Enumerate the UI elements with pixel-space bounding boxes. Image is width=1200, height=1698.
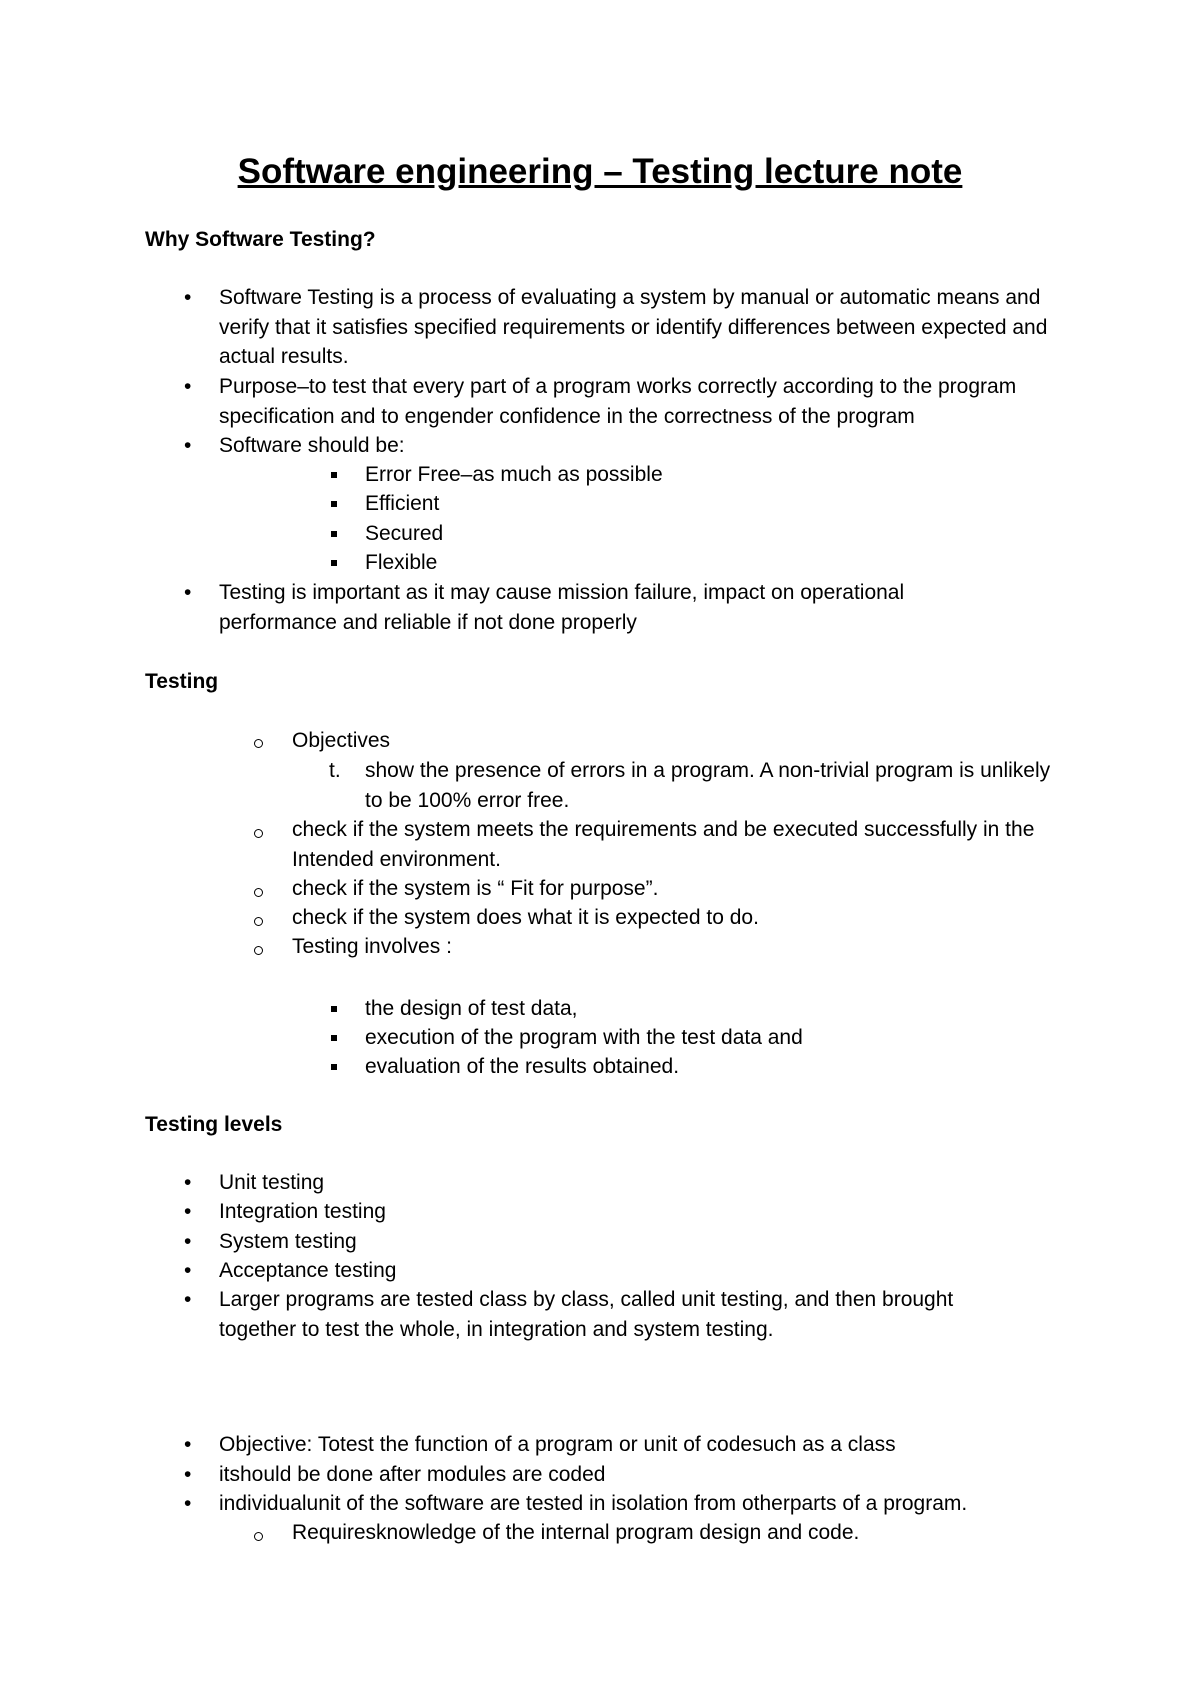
square-bullet-icon bbox=[331, 531, 337, 537]
list-item: Purpose–to test that every part of a program works correctly according to the program specification and to engender confidence in the correctness of the program bbox=[219, 375, 1017, 428]
list-item: Objective: Totest the function of a program or unit of codesuch as a class bbox=[219, 1433, 896, 1456]
circle-bullet-icon bbox=[254, 739, 263, 748]
list-item: System testing bbox=[219, 1230, 357, 1253]
bullet-dot: • bbox=[184, 1259, 192, 1282]
list-item: evaluation of the results obtained. bbox=[365, 1055, 680, 1078]
bullet-dot: • bbox=[184, 1433, 192, 1456]
bullet-dot: • bbox=[184, 375, 192, 398]
bullet-dot: • bbox=[184, 434, 192, 457]
square-bullet-icon bbox=[331, 501, 337, 507]
list-item: Larger programs are tested class by class, called unit testing, and then brought together to test the whole, in integration and system testing. bbox=[219, 1288, 954, 1341]
list-item: check if the system does what it is expected to do. bbox=[292, 906, 759, 929]
list-item: Acceptance testing bbox=[219, 1259, 397, 1282]
square-bullet-icon bbox=[331, 1035, 337, 1041]
bullet-dot: • bbox=[184, 286, 192, 309]
list-item: individualunit of the software are tested in isolation from otherparts of a program. bbox=[219, 1492, 968, 1515]
list-item: Software should be: bbox=[219, 434, 405, 457]
square-bullet-icon bbox=[331, 1064, 337, 1070]
list-marker: t. bbox=[329, 759, 341, 782]
circle-bullet-icon bbox=[254, 1532, 263, 1541]
circle-bullet-icon bbox=[254, 888, 263, 897]
circle-bullet-icon bbox=[254, 829, 263, 838]
list-item: Error Free–as much as possible bbox=[365, 463, 663, 486]
square-bullet-icon bbox=[331, 1006, 337, 1012]
list-item: Requiresknowledge of the internal program design and code. bbox=[292, 1521, 860, 1544]
list-item: check if the system meets the requirements and be executed successfully in the Intended environment. bbox=[292, 818, 1035, 871]
bullet-dot: • bbox=[184, 1171, 192, 1194]
list-item: itshould be done after modules are coded bbox=[219, 1463, 606, 1486]
list-item: Objectives bbox=[292, 729, 391, 752]
list-item: execution of the program with the test data and bbox=[365, 1026, 803, 1049]
list-item: Efficient bbox=[365, 492, 440, 515]
bullet-dot: • bbox=[184, 1288, 192, 1311]
list-item: Testing involves : bbox=[292, 935, 452, 958]
bullet-dot: • bbox=[184, 1492, 192, 1515]
page-title: Software engineering – Testing lecture note bbox=[237, 152, 963, 191]
circle-bullet-icon bbox=[254, 946, 263, 955]
circle-bullet-icon bbox=[254, 917, 263, 926]
heading-testing: Testing bbox=[145, 670, 219, 693]
list-item: Testing is important as it may cause mission failure, impact on operational performance and reliable if not done properly bbox=[219, 581, 905, 634]
list-item: Secured bbox=[365, 522, 444, 545]
heading-why-software-testing: Why Software Testing? bbox=[145, 228, 376, 251]
bullet-dot: • bbox=[184, 1200, 192, 1223]
list-item: Integration testing bbox=[219, 1200, 386, 1223]
list-item: show the presence of errors in a program. A non-trivial program is unlikely to be 100% error free. bbox=[365, 759, 1051, 812]
list-item: Unit testing bbox=[219, 1171, 325, 1194]
list-item: Software Testing is a process of evaluating a system by manual or automatic means and verify that it satisfies specified requirements or identify differences between expected and actual results. bbox=[219, 286, 1048, 369]
square-bullet-icon bbox=[331, 472, 337, 478]
list-item: the design of test data, bbox=[365, 997, 578, 1020]
bullet-dot: • bbox=[184, 581, 192, 604]
bullet-dot: • bbox=[184, 1230, 192, 1253]
square-bullet-icon bbox=[331, 560, 337, 566]
list-item: Flexible bbox=[365, 551, 438, 574]
bullet-dot: • bbox=[184, 1463, 192, 1486]
heading-testing-levels: Testing levels bbox=[145, 1113, 283, 1136]
list-item: check if the system is “ Fit for purpose”. bbox=[292, 877, 659, 900]
